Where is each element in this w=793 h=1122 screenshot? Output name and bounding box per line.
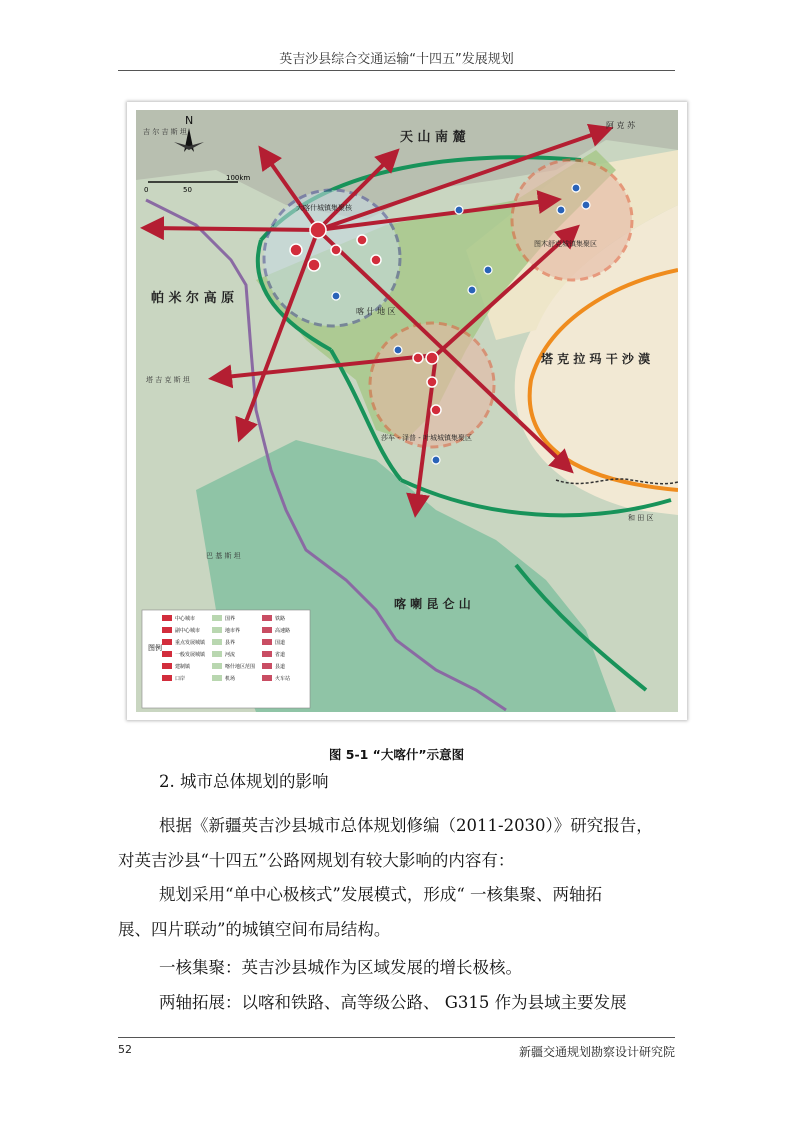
document-header-title: 英吉沙县综合交通运输“十四五”发展规划 <box>279 52 514 67</box>
paragraph-2-line-2: 展、四片联动”的城镇空间布局结构。 <box>118 920 391 939</box>
scale-label-100: 100km <box>226 174 251 182</box>
hotan-label: 和 田 区 <box>628 514 654 522</box>
karakoram-label: 喀 喇 昆 仑 山 <box>394 597 471 611</box>
legend-swatch <box>162 615 172 621</box>
north-label: N <box>185 114 194 127</box>
aksu-label: 阿 克 苏 <box>606 121 636 130</box>
paragraph-3: 一核集聚：英吉沙县城作为区域发展的增长极核。 <box>159 958 522 977</box>
legend-title: 图例 <box>148 644 162 652</box>
tumxuk-cluster-circle <box>512 160 632 280</box>
legend-item-label: 高速路 <box>275 628 291 634</box>
footer-divider <box>118 1037 675 1038</box>
legend-swatch <box>162 627 172 633</box>
legend-item-label: 国界 <box>225 616 236 622</box>
tajikistan-label: 塔 吉 克 斯 坦 <box>146 376 190 384</box>
paragraph-1-line-1: 根据《新疆英吉沙县城市总体规划修编（2011-2030）》研究报告， <box>159 816 653 835</box>
legend-item-label: 河流 <box>225 652 236 658</box>
legend-item-label: 建制镇 <box>175 664 191 670</box>
tumxuk-cluster-label: 图木舒克城镇集聚区 <box>534 240 597 248</box>
legend-swatch <box>212 663 222 669</box>
legend-item-label: 省道 <box>275 652 286 658</box>
kashgar-map <box>136 110 678 712</box>
legend-item-label: 铁路 <box>275 616 286 622</box>
legend-item-label: 国道 <box>275 640 286 646</box>
legend-item-label: 一般发展城镇 <box>175 652 206 658</box>
legend-swatch <box>162 675 172 681</box>
legend-swatch <box>262 675 272 681</box>
legend-swatch <box>212 651 222 657</box>
legend-item-label: 口岸 <box>175 676 186 682</box>
section-heading: 2. 城市总体规划的影响 <box>159 772 329 791</box>
legend-item-label: 火车站 <box>275 676 291 682</box>
figure-caption: 图 5-1 “大喀什”示意图 <box>328 747 465 762</box>
pakistan-label: 巴 基 斯 坦 <box>206 552 241 560</box>
taklimakan-label: 塔 克 拉 玛 干 沙 漠 <box>541 352 651 366</box>
legend-swatch <box>262 651 272 657</box>
legend-swatch <box>212 639 222 645</box>
legend-swatch <box>162 663 172 669</box>
legend-swatch <box>212 675 222 681</box>
paragraph-4: 两轴拓展：以喀和铁路、高等级公路、 G315 作为县域主要发展 <box>159 993 627 1012</box>
legend-swatch <box>262 627 272 633</box>
pamir-label: 帕 米 尔 高 原 <box>151 291 235 306</box>
kashgar-area-label: 喀 什 地 区 <box>356 307 396 316</box>
legend-item-label: 机场 <box>225 676 236 682</box>
paragraph-1-line-2: 对英吉沙县“十四五”公路网规划有较大影响的内容有： <box>118 851 515 870</box>
legend-swatch <box>212 627 222 633</box>
scale-label-50: 50 <box>183 186 192 194</box>
shache-cluster-label: 莎车 - 泽普 - 叶城城镇集聚区 <box>381 434 472 442</box>
map-legend <box>142 610 310 708</box>
legend-item-label: 县界 <box>225 640 236 646</box>
legend-swatch <box>162 651 172 657</box>
footer-organization: 新疆交通规划勘察设计研究院 <box>518 1045 675 1059</box>
legend-item-label: 喀什地区范围 <box>225 664 256 670</box>
page-number: 52 <box>118 1043 132 1056</box>
legend-item-label: 副中心城市 <box>175 628 201 634</box>
big-kashgar-cluster-label: 大喀什城镇集聚核 <box>296 204 352 212</box>
legend-item-label: 中心城市 <box>175 616 196 622</box>
legend-swatch <box>212 615 222 621</box>
kyrgyzstan-label: 吉 尔 吉 斯 坦 <box>143 128 187 136</box>
legend-swatch <box>262 663 272 669</box>
legend-swatch <box>262 615 272 621</box>
scale-label-0: 0 <box>144 186 149 194</box>
legend-item-label: 重点发展城镇 <box>175 640 206 646</box>
legend-item-label: 县道 <box>275 664 286 670</box>
map-figure <box>127 102 687 720</box>
tianshan-label: 天 山 南 麓 <box>400 130 466 145</box>
legend-swatch <box>262 639 272 645</box>
legend-item-label: 地市界 <box>225 628 241 634</box>
legend-swatch <box>162 639 172 645</box>
paragraph-2-line-1: 规划采用“单中心极核式”发展模式，形成“ 一核集聚、两轴拓 <box>159 885 603 904</box>
header-divider <box>118 70 675 71</box>
